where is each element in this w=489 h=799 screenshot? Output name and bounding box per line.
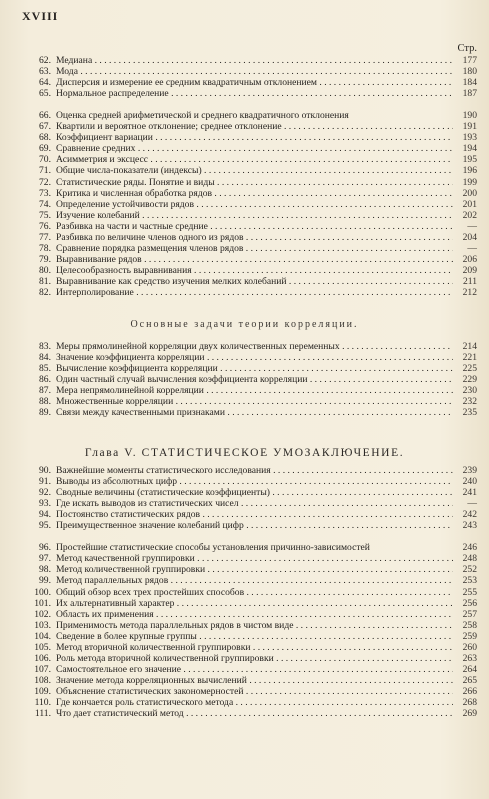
- toc-entry-title: Выравнивание как средство изучения мелких колебаний . . .: [56, 276, 453, 287]
- toc-entry-number: 111.: [34, 708, 51, 720]
- toc-entry-number: 69.: [39, 143, 51, 155]
- toc-entry-title: Применимость метода параллельных рядов в чистом виде . . .: [56, 620, 453, 631]
- toc-entry-page: 214: [462, 341, 477, 352]
- toc-entry-number: 97.: [39, 553, 51, 565]
- toc-entry-page: 264: [462, 663, 477, 675]
- toc-entry-title: Их альтернативный характер . . .: [56, 598, 453, 609]
- section-title-correlation: Основные задачи теории корреляции.: [130, 319, 359, 330]
- toc-entry-number: 110.: [34, 696, 51, 708]
- toc-entry-page: 209: [462, 264, 477, 276]
- toc-entry-page: 235: [462, 407, 477, 419]
- toc-entry-number: 104.: [34, 630, 51, 642]
- toc-section-2: [24, 341, 477, 418]
- toc-entry-page: 240: [462, 476, 477, 488]
- toc-entry-title: Медиана . . .: [56, 55, 453, 66]
- toc-entry-page: 204: [462, 231, 477, 243]
- toc-entry-page: 241: [462, 487, 477, 499]
- toc-entry-page: 246: [462, 542, 477, 554]
- toc-entry-title: Выводы из абсолютных цифр . . .: [56, 476, 453, 487]
- toc-entry-title: Множественные корреляции . . .: [56, 396, 453, 407]
- toc-entry-page: 253: [462, 575, 477, 587]
- toc-entry-number: 84.: [39, 352, 51, 364]
- toc-entry-page: —: [467, 220, 477, 232]
- toc-entry-page: 184: [462, 77, 477, 89]
- toc-entry-title: Самостоятельное его значение . . .: [56, 664, 453, 675]
- toc-entry-number: 106.: [34, 652, 51, 664]
- toc-entry-number: 93.: [39, 498, 51, 510]
- toc-entry-title: Сравнение порядка размещения членов рядов . . .: [56, 243, 453, 254]
- toc-entry-title: Интерполирование . . .: [56, 287, 453, 298]
- toc-entry-page: 232: [462, 396, 477, 408]
- toc-entry-number: 99.: [39, 575, 51, 587]
- toc-entry: [24, 265, 477, 276]
- toc-entry: [24, 177, 477, 188]
- toc-entry-title: Метод количественной группировки . . .: [56, 564, 453, 575]
- toc-entry-title: Область их применения . . .: [56, 609, 453, 620]
- toc-entry: [24, 708, 477, 719]
- toc-entry: [24, 509, 477, 520]
- toc-entry-page: 259: [462, 630, 477, 642]
- toc-entry: [24, 88, 477, 99]
- toc-entry-number: 64.: [39, 77, 51, 89]
- toc-entry-title: Мода . . .: [56, 66, 453, 77]
- toc-entry-page: 177: [462, 55, 477, 66]
- toc-entry: [24, 254, 477, 265]
- toc-entry-number: 81.: [39, 275, 51, 287]
- toc-entry: [24, 620, 477, 631]
- toc-entry-title: Статистические ряды. Понятие и виды . . .: [56, 177, 453, 188]
- toc-entry-title: Один частный случай вычисления коэффициента корреляции . . .: [56, 374, 453, 385]
- toc-entry-number: 95.: [39, 520, 51, 532]
- toc-entry-number: 103.: [34, 619, 51, 631]
- toc-entry-page: 195: [462, 154, 477, 166]
- toc-entry-number: 101.: [34, 597, 51, 609]
- toc-entry-number: 79.: [39, 253, 51, 265]
- toc-entry: [24, 609, 477, 620]
- toc-entry-number: 102.: [34, 608, 51, 620]
- toc-entry: [24, 199, 477, 210]
- toc-entry-page: 258: [462, 619, 477, 631]
- toc-entry-title: Разбивка на части и частные средние . . .: [56, 221, 453, 232]
- toc-entry-title: Метод качественной группировки . . .: [56, 553, 453, 564]
- toc-entry-title: Роль метода вторичной количественной группировки . . .: [56, 653, 453, 664]
- toc-entry-title: Что дает статистический метод . . .: [56, 708, 453, 719]
- toc-entry-page: 194: [462, 143, 477, 155]
- toc-entry-title: Общий обзор всех трех простейших способов . . .: [56, 587, 453, 598]
- toc-entry-page: 187: [462, 88, 477, 100]
- toc-entry: [24, 564, 477, 575]
- toc-entry-number: 109.: [34, 685, 51, 697]
- toc-entry-page: 230: [462, 385, 477, 397]
- toc-entry-page: 180: [462, 66, 477, 78]
- toc-entry-number: 70.: [39, 154, 51, 166]
- toc-entry-title: Постоянство статистических рядов . . .: [56, 509, 453, 520]
- toc-entry-title: Важнейшие моменты статистического исследования . . .: [56, 465, 453, 476]
- toc-entry-title: Значение коэффициента корреляции . . .: [56, 352, 453, 363]
- toc-entry: [24, 587, 477, 598]
- toc-entry: [24, 642, 477, 653]
- toc-entry: [24, 121, 477, 132]
- toc-entry-page: 199: [462, 176, 477, 188]
- toc-entry-number: 71.: [39, 165, 51, 177]
- toc-entry: [24, 243, 477, 254]
- toc-entry: [24, 221, 477, 232]
- toc-entry: [24, 631, 477, 642]
- toc-entry-title: Целесообразность выравнивания . . .: [56, 265, 453, 276]
- toc-entry: [24, 77, 477, 88]
- toc-entry-title: Разбивка по величине членов одного из рядов . . .: [56, 232, 453, 243]
- toc-entry-title: Сводные величины (статистические коэффициенты) . . .: [56, 487, 453, 498]
- toc-entry-title: Выравнивание рядов . . .: [56, 254, 453, 265]
- toc-entry-title: Общие числа-показатели (индексы) . . .: [56, 165, 453, 176]
- toc-entry-number: 76.: [39, 220, 51, 232]
- toc-entry-page: 269: [462, 708, 477, 720]
- toc-entry-number: 66.: [39, 110, 51, 122]
- toc-entry-title: Где искать выводов из статистических чисел . . .: [56, 498, 453, 509]
- toc-entry-title: Оценка средней арифметической и среднего квадратичного отклонения: [56, 110, 349, 122]
- toc-entry-title: Нормальное распределение . . .: [56, 88, 453, 99]
- toc-entry-page: 221: [462, 352, 477, 364]
- toc-entry: [24, 697, 477, 708]
- toc-entry-number: 87.: [39, 385, 51, 397]
- toc-entry-title: Где кончается роль статистического метода . . .: [56, 697, 453, 708]
- toc-entry-page: 260: [462, 641, 477, 653]
- toc-section-3: [24, 465, 477, 719]
- toc-entry: [24, 653, 477, 664]
- toc-entry-page: 255: [462, 586, 477, 598]
- toc-entry-title: Метод вторичной количественной группировки . . .: [56, 642, 453, 653]
- toc-entry: [24, 154, 477, 165]
- toc-entry-number: 68.: [39, 132, 51, 144]
- toc-entry-number: 91.: [39, 476, 51, 488]
- toc-entry-page: 268: [462, 696, 477, 708]
- toc-entry-number: 72.: [39, 176, 51, 188]
- toc-entry-page: —: [467, 498, 477, 510]
- toc-entry: [24, 66, 477, 77]
- toc-entry: [24, 143, 477, 154]
- toc-entry-page: 191: [462, 121, 477, 133]
- toc-entry-number: 89.: [39, 407, 51, 419]
- toc-entry-number: 62.: [39, 55, 51, 66]
- toc-entry-page: 193: [462, 132, 477, 144]
- toc-entry-page: 225: [462, 363, 477, 375]
- toc-entry-title: Критика и численная обработка рядов . . .: [56, 188, 453, 199]
- toc-entry-page: 212: [462, 286, 477, 298]
- toc-entry-number: 86.: [39, 374, 51, 386]
- toc-entry-page: 202: [462, 209, 477, 221]
- toc-entry-page: 211: [462, 275, 477, 287]
- toc-entry-number: 82.: [39, 286, 51, 298]
- toc-entry-page: 201: [462, 198, 477, 210]
- toc-entry-title: Изучение колебаний . . .: [56, 210, 453, 221]
- toc-entry-page: 190: [462, 110, 477, 122]
- toc-entry-number: 65.: [39, 88, 51, 100]
- toc-entry-title: Сведение в более крупные группы . . .: [56, 631, 453, 642]
- toc-entry-title: Коэффициент вариации . . .: [56, 132, 453, 143]
- toc-entry-number: 75.: [39, 209, 51, 221]
- toc-entry: [24, 55, 477, 66]
- toc-entry-number: 90.: [39, 465, 51, 476]
- toc-entry-number: 92.: [39, 487, 51, 499]
- toc-entry-title: Определение устойчивости рядов . . .: [56, 199, 453, 210]
- toc-entry-title: Метод параллельных рядов . . .: [56, 575, 453, 586]
- toc-entry: [24, 165, 477, 176]
- toc-entry-number: 108.: [34, 674, 51, 686]
- toc-entry-title: Дисперсия и измерение ее средним квадратичным отклонением . . .: [56, 77, 453, 88]
- toc-entry-number: 73.: [39, 187, 51, 199]
- toc-section-1: [24, 55, 477, 298]
- toc-entry: [24, 476, 477, 487]
- toc-entry-title: Объяснение статистических закономерностей . . .: [56, 686, 453, 697]
- toc-entry: [24, 520, 477, 531]
- toc-entry-number: 67.: [39, 121, 51, 133]
- toc-entry: [24, 99, 477, 121]
- toc-entry-number: 74.: [39, 198, 51, 210]
- toc-entry-number: 77.: [39, 231, 51, 243]
- toc-entry-title: Асимметрия и эксцесс . . .: [56, 154, 453, 165]
- toc-entry: [24, 352, 477, 363]
- toc-entry-title: Квартили и вероятное отклонение; среднее отклонение . . .: [56, 121, 453, 132]
- toc-entry-number: 100.: [34, 586, 51, 598]
- toc-entry: [24, 341, 477, 352]
- toc-entry-page: 243: [462, 520, 477, 532]
- toc-entry-page: 263: [462, 652, 477, 664]
- toc-entry: [24, 664, 477, 675]
- toc-entry-page: 196: [462, 165, 477, 177]
- toc-entry: [24, 188, 477, 199]
- toc-entry: [24, 396, 477, 407]
- toc-entry-number: 85.: [39, 363, 51, 375]
- page-column-header: Стр.: [457, 43, 477, 54]
- toc-entry: [24, 553, 477, 564]
- toc-entry: [24, 132, 477, 143]
- toc-entry-page: 265: [462, 674, 477, 686]
- toc-entry-page: 206: [462, 253, 477, 265]
- toc-entry-title: Мера непрямолинейной корреляции . . .: [56, 385, 453, 396]
- toc-entry: [24, 465, 477, 476]
- toc-entry-number: 83.: [39, 341, 51, 352]
- toc-entry-page: 229: [462, 374, 477, 386]
- toc-entry-title: Простейшие статистические способы установления причинно-зависимостей: [56, 542, 370, 554]
- toc-entry-number: 98.: [39, 564, 51, 576]
- toc-entry-page: 266: [462, 685, 477, 697]
- toc-entry-title: Вычисление коэффициента корреляции . . .: [56, 363, 453, 374]
- toc-entry: [24, 210, 477, 221]
- toc-entry-number: 88.: [39, 396, 51, 408]
- toc-entry-number: 94.: [39, 509, 51, 521]
- toc-entry-page: 200: [462, 187, 477, 199]
- toc-entry-title: Значение метода корреляционных вычислений . . .: [56, 675, 453, 686]
- toc-entry-page: 239: [462, 465, 477, 476]
- toc-entry: [24, 407, 477, 418]
- toc-entry-number: 107.: [34, 663, 51, 675]
- toc-entry: [24, 276, 477, 287]
- toc-entry-page: —: [467, 242, 477, 254]
- toc-entry-page: 252: [462, 564, 477, 576]
- toc-entry-title: Связи между качественными признаками . . .: [56, 407, 453, 418]
- toc-entry: [24, 675, 477, 686]
- toc-entry: [24, 374, 477, 385]
- toc-entry: [24, 287, 477, 298]
- toc-entry-title: Преимущественное значение колебаний цифр . . .: [56, 520, 453, 531]
- page-number: XVIII: [22, 9, 59, 23]
- toc-entry-page: 248: [462, 553, 477, 565]
- toc-entry-number: 80.: [39, 264, 51, 276]
- toc-entry-page: 257: [462, 608, 477, 620]
- toc-entry-page: 256: [462, 597, 477, 609]
- toc-entry: [24, 686, 477, 697]
- toc-entry: [24, 575, 477, 586]
- toc-entry: [24, 363, 477, 374]
- toc-entry: [24, 385, 477, 396]
- toc-entry-title: Меры прямолинейной корреляции двух количественных переменных . . .: [56, 341, 453, 352]
- toc-entry: [24, 487, 477, 498]
- toc-entry-title: Сравнение средних . . .: [56, 143, 453, 154]
- toc-entry-number: 63.: [39, 66, 51, 78]
- toc-entry-number: 78.: [39, 242, 51, 254]
- toc-entry-number: 96.: [39, 542, 51, 554]
- toc-entry: [24, 232, 477, 243]
- chapter-title: Глава V. СТАТИСТИЧЕСКОЕ УМОЗАКЛЮЧЕНИЕ.: [84, 447, 405, 459]
- toc-entry: [24, 531, 477, 553]
- toc-entry-number: 105.: [34, 641, 51, 653]
- toc-entry: [24, 498, 477, 509]
- toc-entry-page: 242: [462, 509, 477, 521]
- toc-entry: [24, 598, 477, 609]
